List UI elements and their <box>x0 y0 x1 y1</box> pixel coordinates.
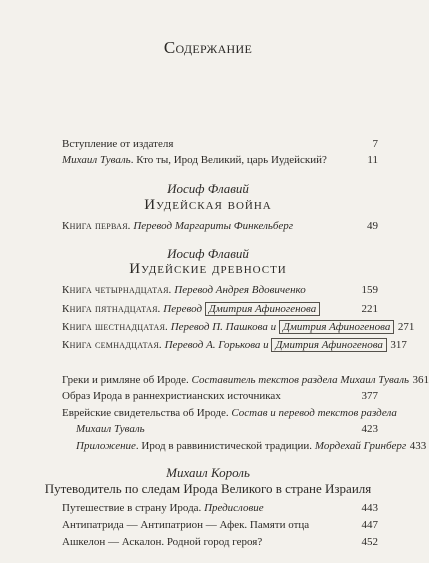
page-title: Содержание <box>163 38 253 57</box>
entry-title: Вступление от издателя <box>62 138 174 150</box>
boxed-translator: Дмитрия Афиногенова <box>205 302 320 316</box>
toc-entry[interactable] <box>62 502 378 518</box>
toc-entry[interactable] <box>62 390 378 406</box>
toc-entry[interactable] <box>62 284 378 300</box>
toc-entry[interactable] <box>62 339 407 355</box>
section-heading: Иудейская война <box>144 197 272 213</box>
toc-entry[interactable] <box>62 154 378 170</box>
entry-credit: Составитель текстов раздела Михаил Туваль <box>191 374 410 386</box>
entry-title: Антипатрида — Антипатрион — Афек. Памяти отца <box>62 519 310 531</box>
entry-credit: Мордехай Гринберг <box>314 440 407 452</box>
entry-translator: . Перевод Маргариты Финкельберг <box>127 220 294 232</box>
entry-page: 377 <box>361 390 378 402</box>
toc-entry[interactable] <box>62 407 397 423</box>
entry-page: 159 <box>361 284 378 296</box>
entry-title: . Кто ты, Ирод Великий, царь Иудейский? <box>130 154 327 166</box>
entry-title: Греки и римляне об Ироде. <box>62 374 192 386</box>
entry-book: Книга первая <box>62 220 128 232</box>
toc-entry[interactable] <box>62 536 378 552</box>
entry-page: 447 <box>361 519 378 531</box>
section-heading: Путеводитель по следам Ирода Великого в стране Израиля <box>44 481 372 496</box>
entry-credit: Состав и перевод текстов раздела <box>231 407 397 419</box>
section-author: Михаил Король <box>166 465 250 480</box>
entry-page: 271 <box>397 321 415 333</box>
entry-page: 423 <box>361 423 378 435</box>
toc-entry[interactable] <box>76 440 427 456</box>
toc-entry[interactable] <box>62 374 429 390</box>
entry-title: Ашкелон — Аскалон. Родной город героя? <box>62 536 263 548</box>
entry-credit: Михаил Туваль <box>76 423 145 435</box>
section-author: Иосиф Флавий <box>167 181 249 196</box>
entry-book: Книга шестнадцатая <box>62 321 166 333</box>
entry-page: 317 <box>390 339 407 351</box>
entry-title: Путешествие в страну Ирода. <box>62 502 205 514</box>
entry-author: Михаил Туваль <box>62 154 131 166</box>
entry-book: Книга пятнадцатая <box>62 303 158 315</box>
entry-translator: . Перевод <box>157 303 205 315</box>
entry-title: Еврейские свидетельства об Ироде. <box>62 407 232 419</box>
section-author: Иосиф Флавий <box>167 246 249 261</box>
entry-page: 221 <box>361 303 378 315</box>
toc-entry[interactable] <box>62 138 378 154</box>
boxed-translator: Дмитрия Афиногенова <box>279 320 394 334</box>
toc-entry[interactable] <box>62 303 378 319</box>
entry-page: 11 <box>367 154 378 166</box>
toc-entry-continued[interactable] <box>76 423 378 439</box>
entry-page: 443 <box>361 502 378 514</box>
entry-title: Образ Ирода в раннехристианских источниках <box>62 390 281 402</box>
entry-credit: Предисловие <box>204 502 264 514</box>
toc-entry[interactable] <box>62 321 415 337</box>
toc-entry[interactable] <box>62 220 378 236</box>
entry-label: Приложение <box>76 440 136 452</box>
entry-book: Книга четырнадцатая <box>62 284 169 296</box>
entry-page: 7 <box>372 138 378 150</box>
boxed-translator: Дмитрия Афиногенова <box>271 338 386 352</box>
entry-translator: . Перевод А. Горькова и <box>159 339 272 351</box>
entry-page: 361 <box>412 374 429 386</box>
entry-translator: . Перевод П. Пашкова и <box>165 321 279 333</box>
entry-title: . Ирод в раввинистической традиции. <box>135 440 315 452</box>
section-heading: Иудейские древности <box>129 261 287 277</box>
toc-entry[interactable] <box>62 519 378 535</box>
entry-page: 433 <box>409 440 427 452</box>
entry-page: 452 <box>361 536 378 548</box>
entry-book: Книга семнадцатая <box>62 339 160 351</box>
entry-page: 49 <box>367 220 378 232</box>
entry-translator: . Перевод Андрея Вдовиченко <box>168 284 306 296</box>
